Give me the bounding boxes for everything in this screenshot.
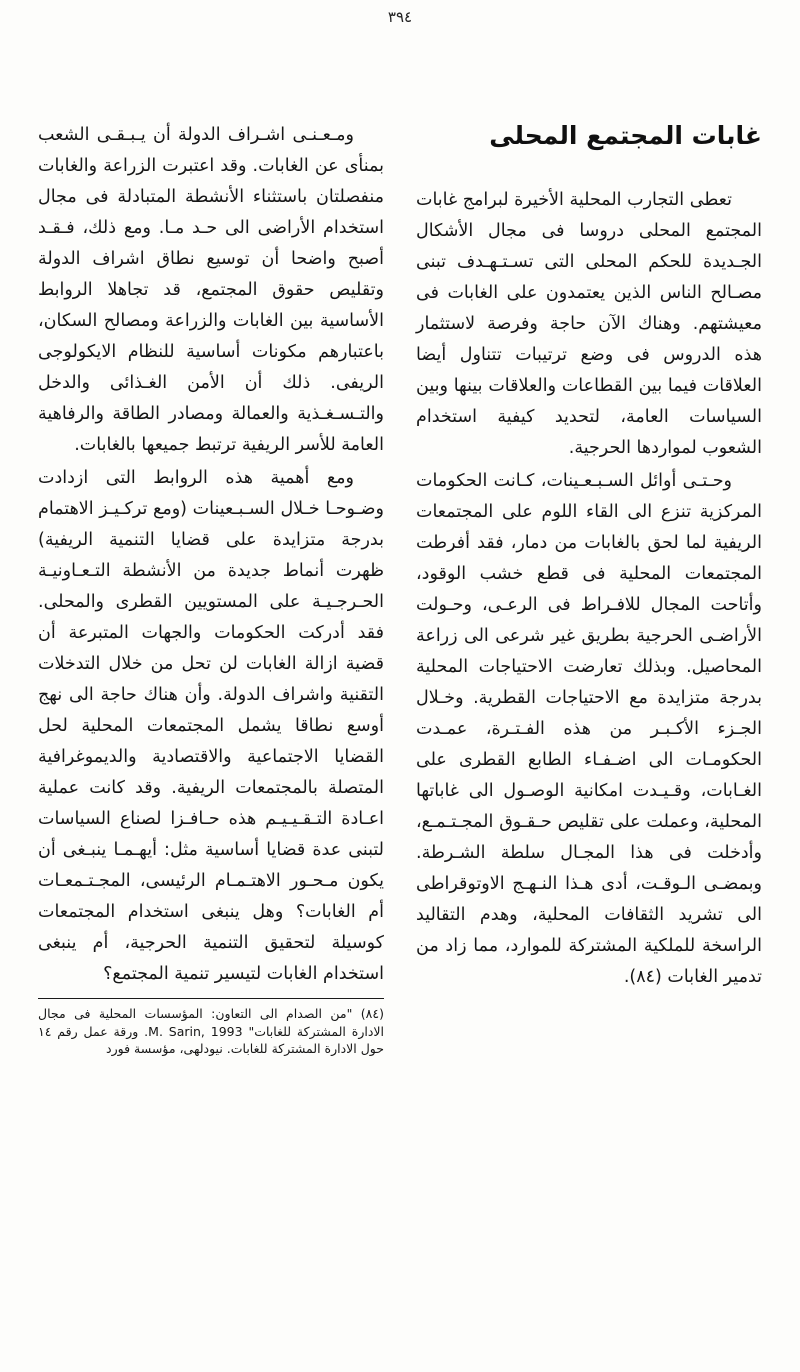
paragraph: وحـتـى أوائل السـبـعـينات، كـانت الحكومات المركزية تنزع الى القاء اللوم على المجتمعات الريفية لما لحق بالغابات من دمار، فقد أفرطت المجتمعات المحلية فى قطع خشب الوقود، وأتاحت المجال للافـراط فى الرعـى، وحـولت الأراضـى الحرجية بطريق غير شرعى الى زراعة المحاصيل. وبذلك تعارضت الاحتياجات المحلية بدرجة متزايدة مع الاحتياجات القطرية. وخـلال الجـزء الأكـبـر من هذه الفـتـرة، عمـدت الحكومـات الى اضـفـاء الطابع القطرى على الغـابات، وقـيـدت امكانية الوصـول الى غاباتها المحلية، وعملت على تقليص حـقـوق المجـتـمـع، وأدخلت فى هذا المجـال سلطة الشـرطة. وبمضـى الـوقـت، أدى هـذا النـهـج الاوتوقراطى الى تشريد الثقافات المحلية، وهدم التقاليد الراسخة للملكية المشتركة للموارد، مما زاد من تدمير الغابات (٨٤). bbox=[416, 470, 762, 987]
paragraph: تعطى التجارب المحلية الأخيرة لبرامج غابات المجتمع المحلى دروسا فى مجال الأشكال الجـديدة للحكم المحلى التى تسـتـهـدف تبنى مصـالح الناس الذين يعتمدون على الغابات فى معيشتهم. وهناك الآن حاجة وفرصة لاستثمار هذه الدروس فى وضع ترتيبات تتناول أيضا العلاقات فيما بين القطاعات والعلاقات بينها وبين السياسات العامة، لتحديد كيفية استخدام الشعوب لمواردها الحرجية. bbox=[416, 189, 762, 458]
footnote-text: (٨٤) "من الصدام الى التعاون: المؤسسات المحلية فى مجال الادارة المشتركة للغابات" M. Sarin, 1993. ورقة عمل رقم ١٤ حول الادارة المشتركة للغابات. نيودلهى، مؤسسة فورد bbox=[38, 1006, 384, 1056]
paragraph: ومـعـنـى اشـراف الدولة أن يـبـقـى الشعب بمنأى عن الغابات. وقد اعتبرت الزراعة والغابات منفصلتان باستثناء الأنشطة المتبادلة فى مجال استخدام الأراضى الى حـد مـا. ومع ذلك، فـقـد أصبح واضحا أن توسيع نطاق اشراف الدولة وتقليص حقوق المجتمع، قد تجاهلا الروابط الأساسية بين الغابات والزراعة ومصالح السكان، باعتبارهم مكونات أساسية للنظام الايكولوجى الريفى. ذلك أن الأمن الغـذائى والدخل والتـسـغـذية والعمالة ومصادر الطاقة والرفاهية العامة للأسر الريفية ترتبط جميعها بالغابات. bbox=[38, 125, 384, 455]
paragraph: ومع أهمية هذه الروابط التى ازدادت وضـوحـا خـلال السـبـعينات (ومع تركـيـز الاهتمام بدرجة متزايدة على قضايا التنمية الريفية) ظهرت أنماط جديدة من الأنشطة التـعـاونيـة الحـرجـيـة على المستويين القطرى والمحلى. فقد أدركت الحكومات والجهات المتبرعة أن قضية ازالة الغابات لن تحل من خلال التدخلات التقنية واشراف الدولة. وأن هناك حاجة الى نهج أوسع نطاقا يشمل المجتمعات المحلية لحل القضايا الاجتماعية والاقتصادية والديموغرافية المتصلة بالمجتمعات الريفية. وقد كانت عملية اعـادة التـقـيـيـم هذه حـافـزا لصناع السياسات لتبنى عدة قضايا أساسية مثل: أيهـمـا ينبـغى أن يكون مـحـور الاهتـمـام الرئيسى، المجـتـمعـات أم الغابات؟ وهل ينبغى استخدام المجتمعات كوسيلة لتحقيق التنمية الحرجية، أم ينبغى استخدام الغابات لتيسير تنمية المجتمع؟ bbox=[38, 468, 384, 984]
footnote-block bbox=[38, 998, 384, 1058]
right-column bbox=[416, 120, 762, 1058]
page-number: ٣٩٤ bbox=[387, 8, 413, 26]
text-columns bbox=[38, 120, 762, 1058]
left-column bbox=[38, 120, 384, 1058]
footnote-separator bbox=[38, 998, 384, 999]
article-title: غابات المجتمع المحلى bbox=[489, 121, 762, 150]
